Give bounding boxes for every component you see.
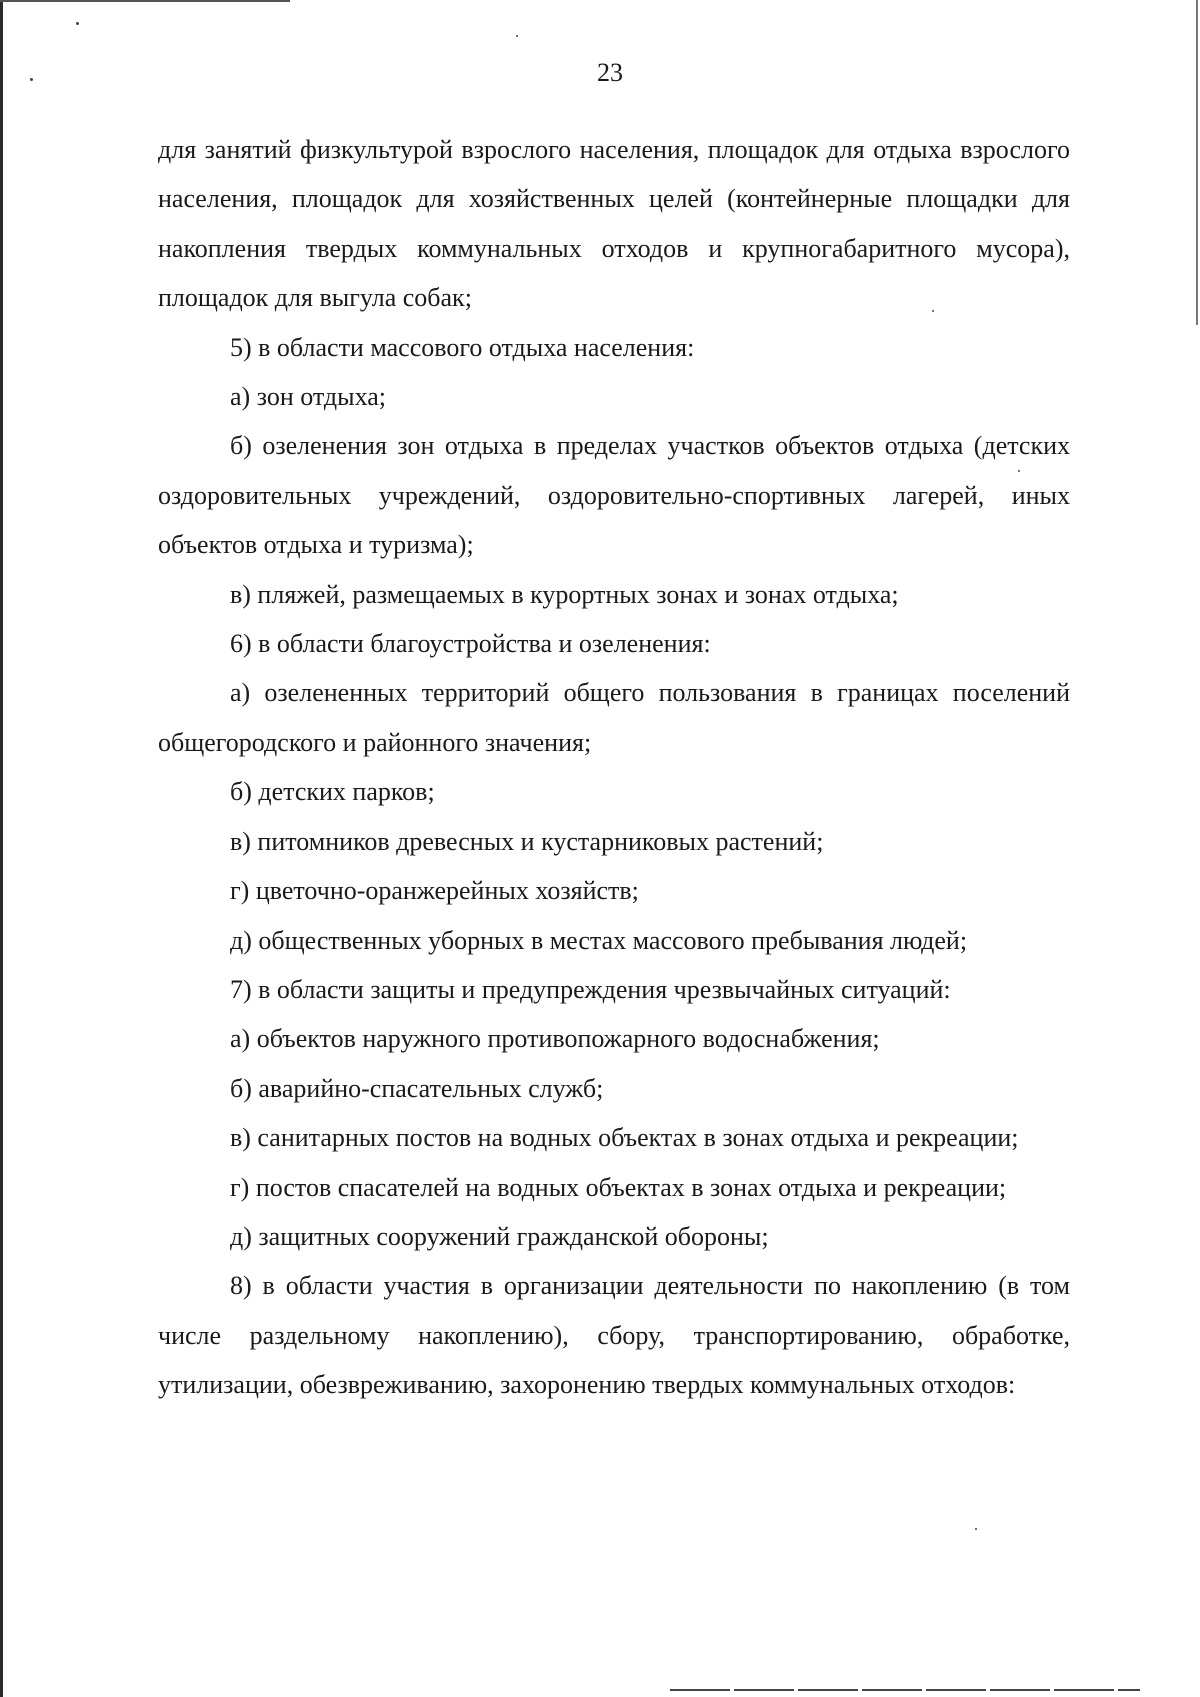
paragraph: в) санитарных постов на водных объектах в зонах отдыха и рекреации; — [230, 1123, 1019, 1153]
paragraph: для занятий физкультурой взрослого населения, площадок для отдыха взрослого населения, площадок для хозяйственных целей (контейнерные площадки для накопления твердых коммунальных отходов и крупногабаритного мусора), площадок для выгула собак; — [158, 135, 1070, 313]
paragraph: д) общественных уборных в местах массового пребывания людей; — [230, 925, 968, 955]
scan-right-edge — [1196, 0, 1198, 325]
paragraph: г) постов спасателей на водных объектах в зонах отдыха и рекреации; — [230, 1172, 1007, 1202]
page-number: 23 — [597, 58, 623, 87]
scan-speck — [516, 35, 518, 37]
paragraph: 5) в области массового отдыха населения: — [230, 332, 695, 362]
paragraph: б) озеленения зон отдыха в пределах участков объектов отдыха (детских оздоровительных учреждений, оздоровительно-спортивных лагерей, иных объектов отдыха и туризма); — [158, 431, 1070, 560]
paragraph: а) объектов наружного противопожарного водоснабжения; — [230, 1024, 880, 1054]
scan-top-edge — [0, 0, 290, 2]
paragraph: д) защитных сооружений гражданской обороны; — [230, 1221, 769, 1251]
scan-left-edge — [0, 0, 3, 1697]
scan-bottom-edge — [670, 1689, 1140, 1691]
paragraph: а) озелененных территорий общего пользования в границах поселений общегородского и районного значения; — [158, 678, 1070, 757]
paragraph: в) питомников древесных и кустарниковых растений; — [230, 826, 824, 856]
paragraph: б) детских парков; — [230, 777, 435, 807]
paragraph: г) цветочно-оранжерейных хозяйств; — [230, 876, 639, 906]
paragraph: б) аварийно-спасательных служб; — [230, 1073, 604, 1103]
document-body — [158, 125, 1070, 1410]
scan-speck — [975, 1528, 977, 1530]
paragraph: а) зон отдыха; — [230, 382, 387, 412]
paragraph: 7) в области защиты и предупреждения чрезвычайных ситуаций: — [230, 974, 951, 1004]
scan-speck — [76, 22, 79, 25]
paragraph: 6) в области благоустройства и озеленения: — [230, 629, 711, 659]
paragraph: в) пляжей, размещаемых в курортных зонах и зонах отдыха; — [230, 579, 899, 609]
paragraph: 8) в области участия в организации деятельности по накоплению (в том числе раздельному накоплению), сбору, транспортированию, обработке, утилизации, обезвреживанию, захоронению твердых коммунальных отходов: — [158, 1271, 1070, 1400]
